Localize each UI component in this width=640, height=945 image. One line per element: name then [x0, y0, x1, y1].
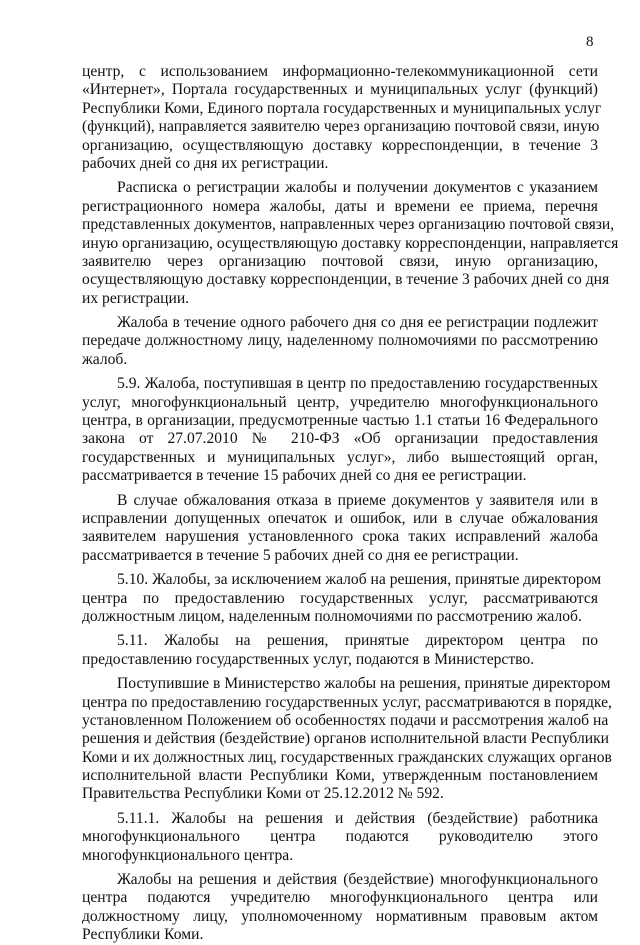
- text-line: должностным лицом, наделенным полномочиями по рассмотрению жалоб.: [82, 607, 582, 625]
- text-line: иную организацию, осуществляющую доставку корреспонденции, направляется: [82, 234, 619, 252]
- text-line: исполнительной власти Республики Коми, утвержденным постановлением: [82, 767, 598, 785]
- paragraph-p9: [82, 810, 598, 865]
- text-line: 5.11.1. Жалобы на решения и действия (бездействие) работника: [117, 809, 598, 827]
- document-body: [82, 63, 619, 945]
- paragraph-p5: [82, 492, 598, 566]
- text-line: жалоб.: [82, 350, 128, 368]
- paragraph-p6: [82, 571, 602, 626]
- text-line: рассматривается в течение 5 рабочих дней со дня ее регистрации.: [82, 546, 519, 564]
- text-line: центра по предоставлению государственных услуг, рассматриваются в порядке,: [82, 693, 612, 711]
- text-line: Жалобы на решения и действия (бездействие) многофункционального: [117, 871, 598, 889]
- text-line: государственных и муниципальных услуг», либо вышестоящий орган,: [82, 448, 598, 466]
- paragraph-p2: [82, 179, 619, 308]
- paragraph-p3: [82, 314, 598, 369]
- page-number: 8: [586, 34, 594, 50]
- text-line: их регистрации.: [82, 289, 190, 307]
- text-line: осуществляющую доставку корреспонденции, в течение 3 рабочих дней со дня: [82, 271, 610, 289]
- text-line: Поступившие в Министерство жалобы на решения, принятые директором: [117, 675, 611, 693]
- text-line: центр, с использованием информационно-телекоммуникационной сети: [82, 63, 598, 80]
- text-line: установленном Положением об особенностях подачи и рассмотрения жалоб на: [82, 711, 609, 729]
- text-line: заявителю через организацию почтовой связи, иную организацию,: [82, 252, 598, 270]
- text-line: рабочих дней со дня их регистрации.: [82, 154, 329, 172]
- text-line: предоставлению государственных услуг, подаются в Министерство.: [82, 650, 535, 668]
- text-line: Коми и их должностных лиц, государственных гражданских служащих органов: [82, 748, 612, 766]
- text-line: (функций), направляется заявителю через организацию почтовой связи, иную: [82, 118, 600, 136]
- text-line: многофункционального центра.: [82, 846, 294, 864]
- text-line: услуг, многофункциональный центр, учредителю многофункционального: [82, 393, 598, 411]
- text-line: 5.11. Жалобы на решения, принятые директором центра по: [117, 632, 598, 650]
- text-line: передаче должностному лицу, наделенному полномочиями по рассмотрению: [82, 332, 598, 350]
- text-line: регистрационного номера жалобы, даты и времени ее приема, перечня: [82, 197, 598, 215]
- paragraph-p8: [82, 675, 612, 804]
- text-line: решения и действия (бездействие) органов исполнительной власти Республики: [82, 730, 610, 748]
- text-line: исправлении допущенных опечаток и ошибок, или в случае обжалования: [82, 509, 598, 527]
- text-line: 5.9. Жалоба, поступившая в центр по предоставлению государственных: [117, 375, 598, 393]
- text-line: закона от 27.07.2010 № 210-ФЗ «Об организации предоставления: [82, 430, 598, 448]
- text-line: Расписка о регистрации жалобы и получении документов с указанием: [117, 179, 598, 197]
- text-line: Правительства Республики Коми от 25.12.2012 № 592.: [82, 785, 444, 803]
- text-line: Жалоба в течение одного рабочего дня со дня ее регистрации подлежит: [117, 314, 598, 332]
- text-line: «Интернет», Портала государственных и муниципальных услуг (функций): [82, 81, 598, 99]
- text-line: В случае обжалования отказа в приеме документов у заявителя или в: [117, 491, 598, 509]
- paragraph-p4: [82, 375, 598, 485]
- text-line: центра подаются учредителю многофункционального центра или: [82, 889, 598, 907]
- text-line: многофункционального центра подаются руководителю этого: [82, 828, 598, 846]
- paragraph-p7: [82, 632, 598, 669]
- text-line: представленных документов, направленных через организацию почтовой связи,: [82, 216, 615, 234]
- text-line: рассматривается в течение 15 рабочих дней со дня ее регистрации.: [82, 467, 527, 485]
- paragraph-p10: [82, 871, 598, 945]
- text-line: должностному лицу, уполномоченному нормативным правовым актом: [82, 907, 598, 925]
- text-line: организацию, осуществляющую доставку корреспонденции, в течение 3: [82, 136, 598, 154]
- text-line: Республики Коми.: [82, 926, 204, 944]
- paragraph-p1: [82, 63, 602, 173]
- text-line: Республики Коми, Единого портала государственных и муниципальных услуг: [82, 99, 602, 117]
- text-line: центра по предоставлению государственных услуг, рассматриваются: [82, 589, 598, 607]
- text-line: заявителем нарушения установленного срока таких исправлений жалоба: [82, 528, 598, 546]
- text-line: 5.10. Жалобы, за исключением жалоб на решения, принятые директором: [117, 571, 602, 589]
- text-line: центра, в организации, предусмотренные частью 1.1 статьи 16 Федерального: [82, 412, 598, 430]
